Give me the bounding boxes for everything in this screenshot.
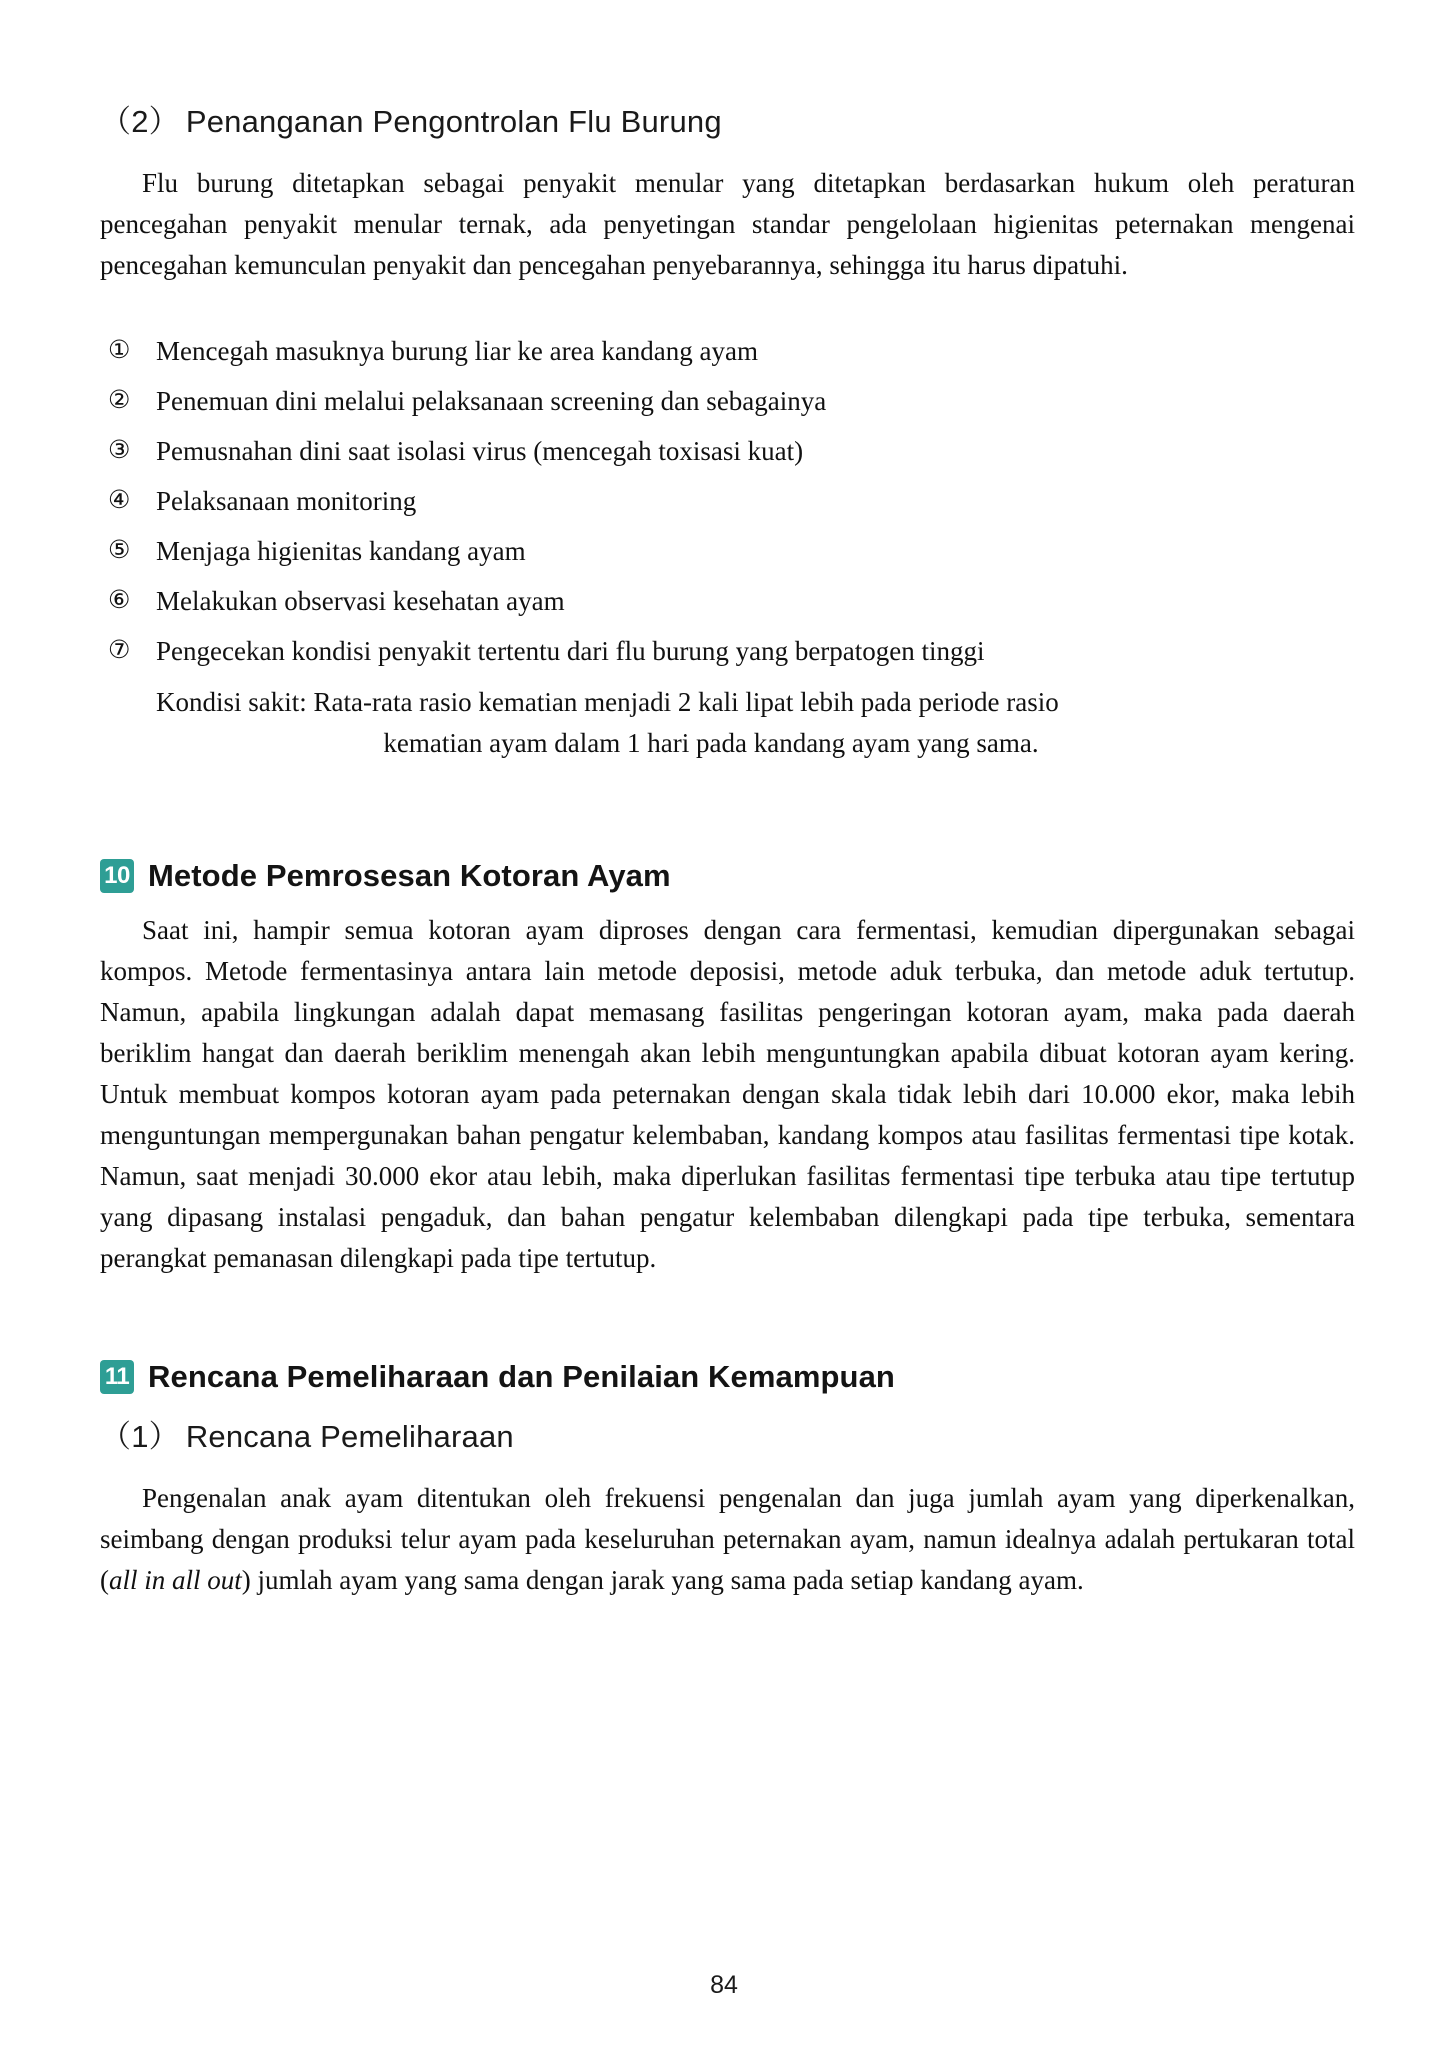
note-line-2: kematian ayam dalam 1 hari pada kandang ayam yang sama. bbox=[383, 728, 1039, 758]
list-marker: ① bbox=[108, 337, 131, 364]
spacer bbox=[100, 1462, 1355, 1478]
list-marker: ⑤ bbox=[108, 537, 131, 564]
spacer bbox=[100, 764, 1355, 828]
list-marker: ② bbox=[108, 387, 131, 414]
list-item-text: Pengecekan kondisi penyakit tertentu dari flu burung yang berpatogen tinggi bbox=[156, 636, 985, 666]
list-item-text: Mencegah masuknya burung liar ke area kandang ayam bbox=[156, 336, 759, 366]
section-title-10: Metode Pemrosesan Kotoran Ayam bbox=[148, 858, 671, 893]
spacer bbox=[100, 894, 1355, 910]
page-number: 84 bbox=[710, 1971, 738, 1999]
subsection-number-1: （1） bbox=[100, 1419, 180, 1454]
list-marker: ⑥ bbox=[108, 587, 131, 614]
spacer bbox=[100, 286, 1355, 332]
subsection-heading-1 bbox=[100, 1411, 1355, 1456]
spacer bbox=[100, 1343, 1355, 1359]
section-heading-10 bbox=[100, 858, 1355, 894]
list-item bbox=[100, 332, 1355, 370]
list-marker: ⑦ bbox=[108, 637, 131, 664]
paragraph-italic-term: all in all out bbox=[109, 1565, 242, 1595]
spacer bbox=[100, 1279, 1355, 1343]
list-marker: ③ bbox=[108, 437, 131, 464]
subsection-title-2: Penanganan Pengontrolan Flu Burung bbox=[185, 104, 722, 139]
sick-condition-note bbox=[156, 682, 1306, 764]
list-item-text: Penemuan dini melalui pelaksanaan screening dan sebagainya bbox=[156, 386, 827, 416]
list-item bbox=[100, 632, 1355, 670]
paragraph-part-2: ) jumlah ayam yang sama dengan jarak yang sama pada setiap kandang ayam. bbox=[241, 1565, 1084, 1595]
list-item bbox=[100, 482, 1355, 520]
section-number-badge-10: 10 bbox=[100, 859, 134, 893]
subsection-heading-2 bbox=[100, 96, 1355, 141]
note-line-1: Kondisi sakit: Rata-rata rasio kematian menjadi 2 kali lipat lebih pada periode rasio bbox=[156, 687, 1059, 717]
page-content bbox=[100, 96, 1355, 1601]
spacer bbox=[100, 147, 1355, 163]
list-item-text: Menjaga higienitas kandang ayam bbox=[156, 536, 526, 566]
section-10-paragraph: Saat ini, hampir semua kotoran ayam diproses dengan cara fermentasi, kemudian dipergunakan sebagai kompos. Metode fermentasinya antara lain metode deposisi, metode aduk terbuka, dan metode aduk tertutup. Namun, apabila lingkungan adalah dapat memasang fasilitas pengeringan kotoran ayam, maka pada daerah beriklim hangat dan daerah beriklim menengah akan lebih menguntungkan apabila dibuat kotoran ayam kering. Untuk membuat kompos kotoran ayam pada peternakan dengan skala tidak lebih dari 10.000 ekor, maka lebih menguntungan mempergunakan bahan pengatur kelembaban, kandang kompos atau fasilitas fermentasi tipe kotak. Namun, saat menjadi 30.000 ekor atau lebih, maka diperlukan fasilitas fermentasi tipe terbuka atau tipe tertutup yang dipasang instalasi pengaduk, dan bahan pengatur kelembaban dilengkapi pada tipe terbuka, sementara perangkat pemanasan dilengkapi pada tipe tertutup. bbox=[100, 915, 1355, 1273]
list-marker: ④ bbox=[108, 487, 131, 514]
list-item bbox=[100, 532, 1355, 570]
paragraph-part-1: Pengenalan anak ayam ditentukan oleh frekuensi pengenalan dan juga jumlah ayam yang diperkenalkan, seimbang dengan produksi telur ayam pada keseluruhan peternakan ayam, namun idealnya adalah pertukaran total ( bbox=[100, 1483, 1355, 1595]
section-11-paragraph bbox=[100, 1478, 1355, 1601]
list-item-text: Melakukan observasi kesehatan ayam bbox=[156, 586, 565, 616]
section-heading-11 bbox=[100, 1359, 1355, 1395]
flu-control-measures-list bbox=[100, 332, 1355, 670]
subsection-number-2: （2） bbox=[100, 104, 180, 139]
list-item bbox=[100, 432, 1355, 470]
list-item bbox=[100, 582, 1355, 620]
list-item bbox=[100, 382, 1355, 420]
list-item-text: Pemusnahan dini saat isolasi virus (mencegah toxisasi kuat) bbox=[156, 436, 804, 466]
list-item-text: Pelaksanaan monitoring bbox=[156, 486, 417, 516]
spacer bbox=[100, 1395, 1355, 1411]
section-number-badge-11: 11 bbox=[100, 1360, 134, 1394]
spacer bbox=[100, 828, 1355, 858]
section-title-11: Rencana Pemeliharaan dan Penilaian Kemampuan bbox=[148, 1359, 895, 1394]
subsection-title-1: Rencana Pemeliharaan bbox=[185, 1419, 514, 1454]
section-2-paragraph: Flu burung ditetapkan sebagai penyakit menular yang ditetapkan berdasarkan hukum oleh peraturan pencegahan penyakit menular ternak, ada penyetingan standar pengelolaan higienitas peternakan mengenai pencegahan kemunculan penyakit dan pencegahan penyebarannya, sehingga itu harus dipatuhi. bbox=[100, 168, 1355, 280]
